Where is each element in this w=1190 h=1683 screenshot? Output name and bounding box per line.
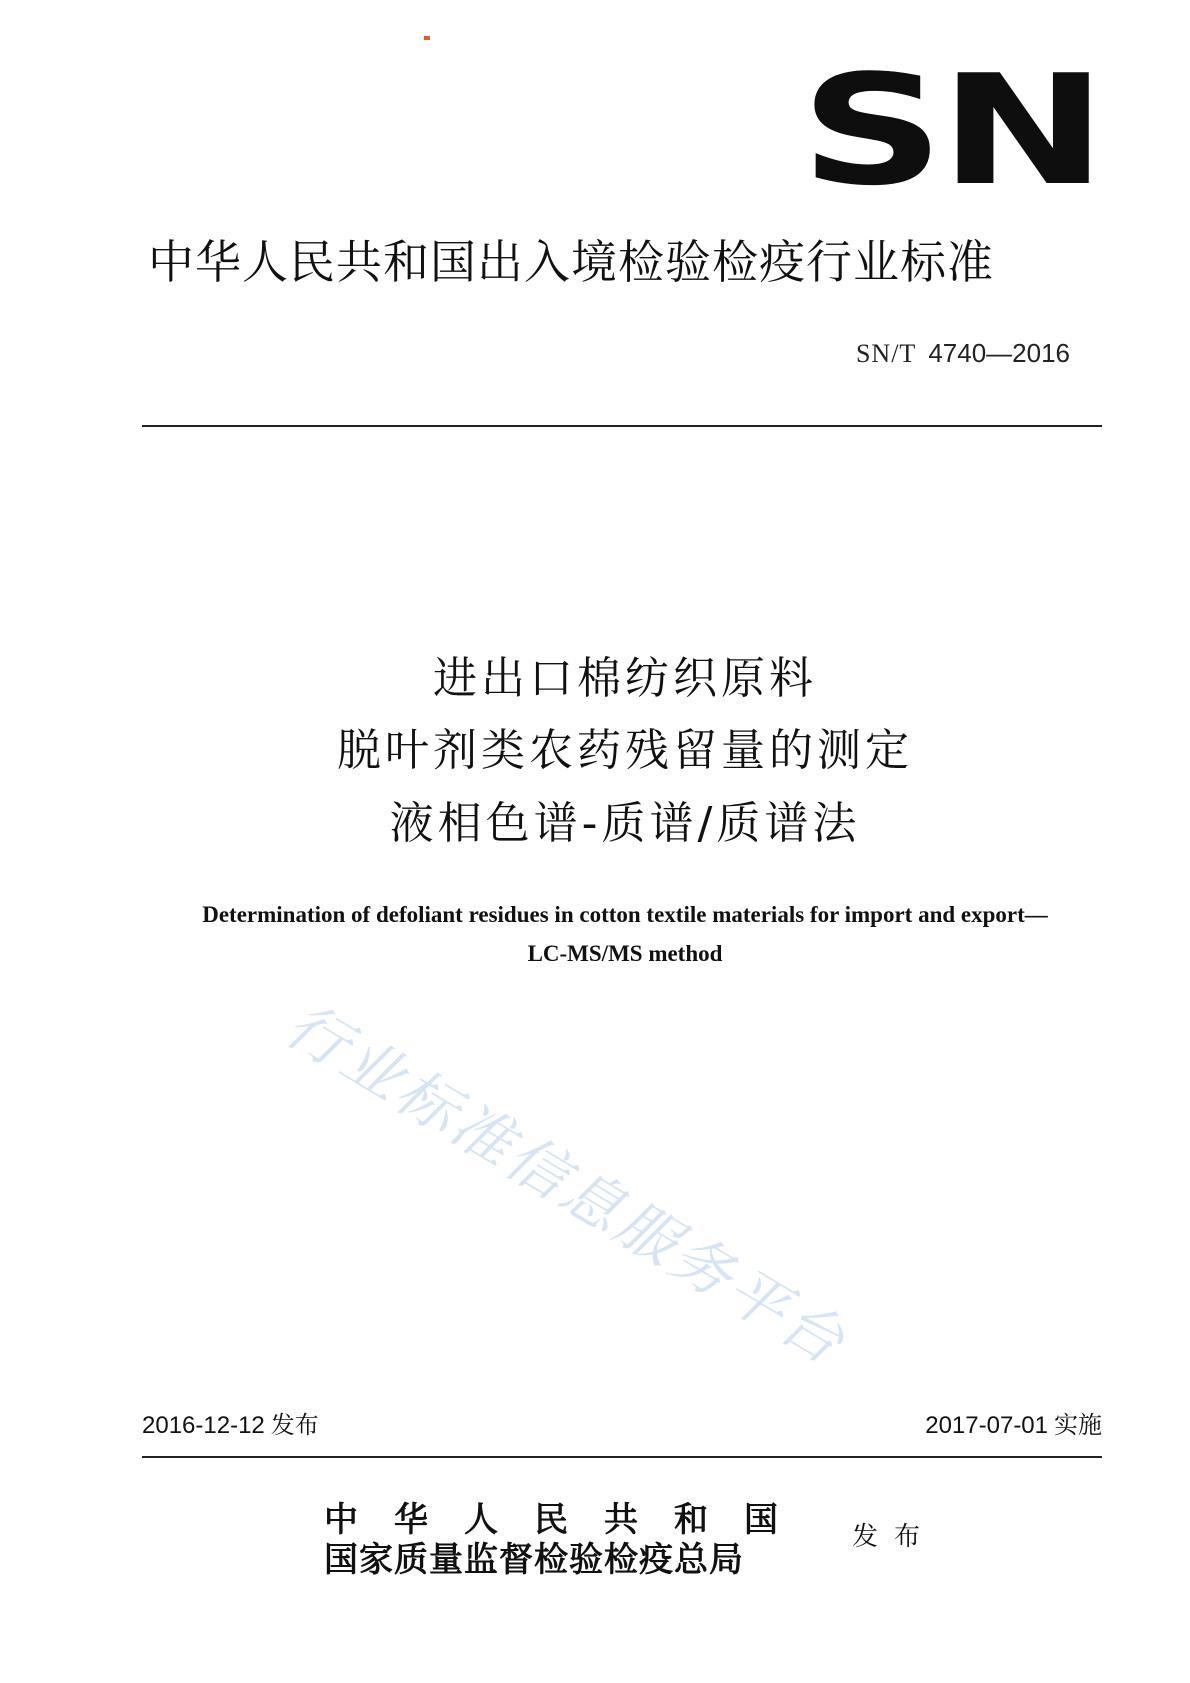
watermark: 行业标准信息服务平台 (273, 990, 859, 1380)
standard-number-value: 4740—2016 (928, 338, 1070, 368)
issuer-line-1: 中华人民共和国 (324, 1500, 814, 1540)
issue-verb: 发布 (852, 1522, 937, 1552)
issuing-authorities (324, 1500, 814, 1580)
title-cn-line-3: 液相色谱-质谱/质谱法 (389, 798, 861, 849)
bottom-divider (142, 1456, 1102, 1458)
title-cn-line-2: 脱叶剂类农药残留量的测定 (337, 725, 913, 776)
implementation-date-label: 实施 (1054, 1411, 1102, 1439)
standard-number (856, 338, 1070, 369)
standard-category: 中华人民共和国出入境检验检疫行业标准 (148, 235, 994, 289)
title-cn-line-1: 进出口棉纺织原料 (433, 653, 817, 704)
issue-date (142, 1410, 319, 1441)
issue-date-value: 2016-12-12 (142, 1412, 265, 1439)
implementation-date (925, 1410, 1102, 1441)
title-en-line-2: LC-MS/MS method (527, 941, 723, 966)
title-en-line-1: Determination of defoliant residues in cotton textile materials for import and export— (202, 902, 1048, 927)
sn-logo: SN (800, 42, 1102, 219)
standard-number-prefix: SN/T (855, 339, 917, 368)
corner-mark (424, 36, 430, 40)
top-divider (142, 425, 1102, 427)
implementation-date-value: 2017-07-01 (925, 1412, 1048, 1439)
issue-date-label: 发布 (270, 1411, 319, 1439)
issuer-line-2: 国家质量监督检验检疫总局 (324, 1540, 744, 1580)
